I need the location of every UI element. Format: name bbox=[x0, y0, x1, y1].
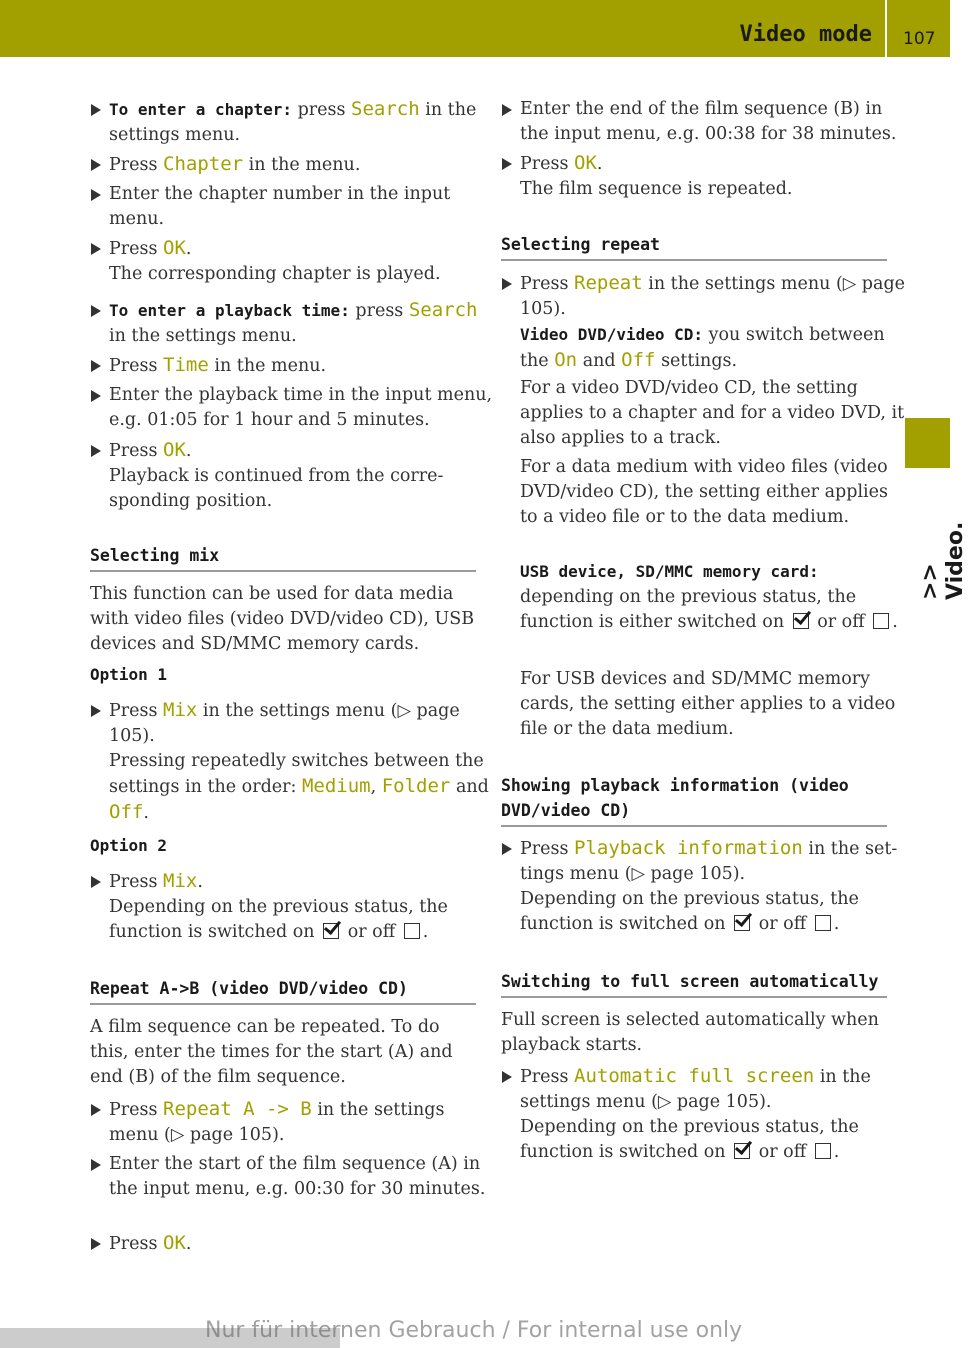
text-run: . bbox=[892, 612, 898, 632]
step-enter-playback-time bbox=[90, 298, 495, 349]
menu-keyword: Time bbox=[163, 354, 209, 376]
text-run: in the settings menu (▷ page 105). bbox=[109, 1100, 445, 1145]
repeat-paragraph-usb-cards: For USB devices and SD/MMC memory cards, the setting either applies to a video file or the data medium. bbox=[520, 669, 896, 739]
menu-keyword: On bbox=[554, 349, 578, 371]
menu-keyword: Off bbox=[109, 801, 144, 823]
section-tab bbox=[905, 418, 950, 468]
menu-keyword: Medium bbox=[301, 775, 371, 797]
text-run: Enter the playback time in the input menu, e.g. 01:05 for 1 hour and 5 minutes. bbox=[109, 385, 493, 430]
menu-keyword: Search bbox=[408, 299, 478, 321]
step-arrow-icon bbox=[502, 158, 512, 170]
section-heading-mix: Selecting mix bbox=[90, 543, 476, 572]
text-run: . bbox=[197, 872, 203, 892]
step-arrow-icon bbox=[502, 1071, 512, 1083]
repeat-ab-intro: A film sequence can be repeated. To do this, enter the times for the start (A) and end (B) of the film sequence. bbox=[90, 1017, 453, 1087]
repeat-paragraph-dvd: For a video DVD/video CD, the setting applies to a chapter and for a video DVD, it also applies to a track. bbox=[520, 378, 905, 448]
repeat-paragraph-usb bbox=[501, 559, 906, 635]
text-run: . bbox=[422, 922, 429, 942]
step-enter-start-a bbox=[90, 1152, 495, 1202]
page-number: 107 bbox=[903, 29, 936, 49]
text-run: or off bbox=[811, 612, 871, 632]
text-run: . bbox=[143, 803, 149, 823]
step-arrow-icon bbox=[91, 876, 101, 888]
text-run: Playback is continued from the corre-sponding position. bbox=[109, 466, 444, 511]
step-press-mix-2 bbox=[90, 869, 495, 945]
menu-keyword: Mix bbox=[163, 699, 198, 721]
text-run: or off bbox=[753, 914, 812, 934]
text-run: Press bbox=[109, 701, 164, 721]
mix-intro: This function can be used for data media with video files (video DVD/video CD), USB devices and SD/MMC memory cards. bbox=[90, 584, 475, 654]
text-run: depending on the previous status, the function is either switched on bbox=[520, 587, 857, 632]
text-run: and bbox=[577, 351, 622, 371]
header-divider bbox=[885, 0, 887, 57]
step-arrow-icon bbox=[91, 360, 101, 372]
step-enter-chapter-number bbox=[90, 182, 495, 232]
text-run: Enter the start of the film sequence (A) in the input menu, e.g. 00:30 for 30 minutes. bbox=[109, 1154, 486, 1199]
page-title: Video mode bbox=[739, 22, 872, 47]
text-run: Press bbox=[520, 1067, 575, 1087]
step-arrow-icon bbox=[91, 305, 101, 317]
text-run: . bbox=[833, 1142, 840, 1162]
menu-keyword: Mix bbox=[163, 870, 198, 892]
step-press-time bbox=[90, 353, 495, 379]
text-run: Depending on the previous status, the function is switched on bbox=[520, 889, 859, 934]
text-run: or off bbox=[342, 922, 401, 942]
menu-keyword: Search bbox=[351, 98, 420, 120]
section-heading-repeat-ab: Repeat A->B (video DVD/video CD) bbox=[90, 976, 476, 1005]
text-run: in the settings menu (▷ page 105). bbox=[520, 274, 906, 319]
text-run: The corresponding chapter is played. bbox=[109, 264, 441, 284]
step-arrow-icon bbox=[91, 1159, 101, 1171]
text-run: Press bbox=[109, 239, 164, 259]
step-press-ok-4 bbox=[501, 151, 906, 202]
text-run: in the settings menu. bbox=[109, 100, 477, 145]
checkbox-unchecked-icon bbox=[873, 613, 889, 629]
text-run: you switch between the bbox=[520, 325, 885, 371]
text-run: , bbox=[370, 777, 382, 797]
step-press-ok-3 bbox=[90, 1231, 495, 1257]
menu-keyword: Chapter bbox=[163, 153, 244, 175]
menu-keyword: OK bbox=[163, 439, 186, 461]
step-press-ok-1 bbox=[90, 236, 495, 287]
text-run: Press bbox=[109, 1100, 164, 1120]
step-press-chapter bbox=[90, 152, 495, 178]
text-run: . bbox=[596, 154, 603, 174]
step-press-repeat bbox=[501, 271, 906, 374]
text-run: Press bbox=[109, 1234, 164, 1254]
checkbox-checked-icon bbox=[734, 915, 750, 931]
text-run: . bbox=[185, 1234, 192, 1254]
step-press-ok-2 bbox=[90, 438, 495, 514]
step-arrow-icon bbox=[91, 705, 101, 717]
text-run: Press bbox=[109, 356, 164, 376]
repeat-paragraph-data-medium: For a data medium with video files (video DVD/video CD), the setting either applies to a video file or to the data medium. bbox=[520, 457, 888, 527]
text-run: Press bbox=[520, 154, 575, 174]
section-heading-repeat: Selecting repeat bbox=[501, 232, 887, 261]
text-run: The film sequence is repeated. bbox=[520, 179, 793, 199]
text-run: Depending on the previous status, the function is switched on bbox=[520, 1117, 859, 1162]
step-enter-end-b bbox=[501, 97, 906, 147]
text-run: Pressing repeatedly switches between the settings in the order: bbox=[109, 751, 484, 797]
checkbox-unchecked-icon bbox=[815, 1143, 831, 1159]
step-arrow-icon bbox=[502, 278, 512, 290]
step-press-playback-information bbox=[501, 836, 906, 937]
step-arrow-icon bbox=[91, 1238, 101, 1250]
bold-label: To enter a playback time: bbox=[109, 301, 350, 320]
menu-keyword: Playback information bbox=[574, 837, 803, 859]
checkbox-checked-icon bbox=[734, 1143, 750, 1159]
checkbox-checked-icon bbox=[793, 613, 809, 629]
text-run: in the menu. bbox=[208, 356, 327, 376]
menu-keyword: Repeat A -> B bbox=[163, 1098, 312, 1120]
step-arrow-icon bbox=[91, 243, 101, 255]
step-enter-chapter bbox=[90, 97, 495, 148]
section-tab-label: >> Video. bbox=[918, 521, 968, 600]
menu-keyword: Folder bbox=[381, 775, 451, 797]
menu-keyword: OK bbox=[163, 1232, 186, 1254]
text-run: Press bbox=[109, 155, 164, 175]
full-screen-intro: Full screen is selected automatically when playback starts. bbox=[501, 1010, 879, 1055]
section-heading-playback-info: Showing playback information (video DVD/video CD) bbox=[501, 773, 887, 827]
text-run: Depending on the previous status, the function is switched on bbox=[109, 897, 448, 942]
bold-label: Video DVD/video CD: bbox=[520, 325, 704, 344]
menu-keyword: Repeat bbox=[574, 272, 643, 294]
text-run: in the settings menu (▷ page 105). bbox=[109, 701, 460, 746]
text-run: in the menu. bbox=[243, 155, 361, 175]
text-run: Press bbox=[109, 872, 164, 892]
checkbox-checked-icon bbox=[323, 923, 339, 939]
step-arrow-icon bbox=[91, 159, 101, 171]
step-press-automatic-full-screen bbox=[501, 1064, 906, 1165]
step-arrow-icon bbox=[91, 189, 101, 201]
bold-label: To enter a chapter: bbox=[109, 100, 293, 119]
text-run: press bbox=[349, 301, 409, 321]
menu-keyword: OK bbox=[163, 237, 186, 259]
text-run: . bbox=[185, 441, 192, 461]
step-arrow-icon bbox=[91, 390, 101, 402]
step-arrow-icon bbox=[502, 104, 512, 116]
text-run: and bbox=[450, 777, 489, 797]
text-run: Enter the chapter number in the input menu. bbox=[109, 184, 451, 229]
watermark: Nur für internen Gebrauch / For internal use only bbox=[205, 1318, 743, 1343]
step-enter-time-value bbox=[90, 383, 495, 433]
text-run: in the settings menu (▷ page 105). bbox=[520, 1067, 871, 1112]
option-2-label: Option 2 bbox=[90, 836, 168, 855]
text-run: Press bbox=[109, 441, 164, 461]
text-run: Press bbox=[520, 274, 575, 294]
text-run: press bbox=[292, 100, 352, 120]
menu-keyword: Off bbox=[621, 349, 656, 371]
step-arrow-icon bbox=[91, 445, 101, 457]
text-run: settings. bbox=[655, 351, 738, 371]
text-run: . bbox=[833, 914, 840, 934]
text-run: in the set-tings menu (▷ page 105). bbox=[520, 839, 898, 884]
text-run: or off bbox=[753, 1142, 812, 1162]
step-arrow-icon bbox=[502, 843, 512, 855]
step-press-mix-1 bbox=[90, 698, 495, 826]
bold-label: USB device, SD/MMC memory card: bbox=[520, 562, 819, 581]
text-run: Enter the end of the film sequence (B) in the input menu, e.g. 00:38 for 38 minutes. bbox=[520, 99, 897, 144]
checkbox-unchecked-icon bbox=[404, 923, 420, 939]
step-arrow-icon bbox=[91, 1104, 101, 1116]
step-press-repeat-ab bbox=[90, 1097, 495, 1148]
menu-keyword: Automatic full screen bbox=[574, 1065, 815, 1087]
text-run: . bbox=[185, 239, 192, 259]
checkbox-unchecked-icon bbox=[815, 915, 831, 931]
menu-keyword: OK bbox=[574, 152, 597, 174]
option-1-label: Option 1 bbox=[90, 665, 168, 684]
section-heading-full-screen: Switching to full screen automatically bbox=[501, 969, 887, 998]
step-arrow-icon bbox=[91, 104, 101, 116]
text-run: in the settings menu. bbox=[109, 326, 297, 346]
text-run: Press bbox=[520, 839, 575, 859]
